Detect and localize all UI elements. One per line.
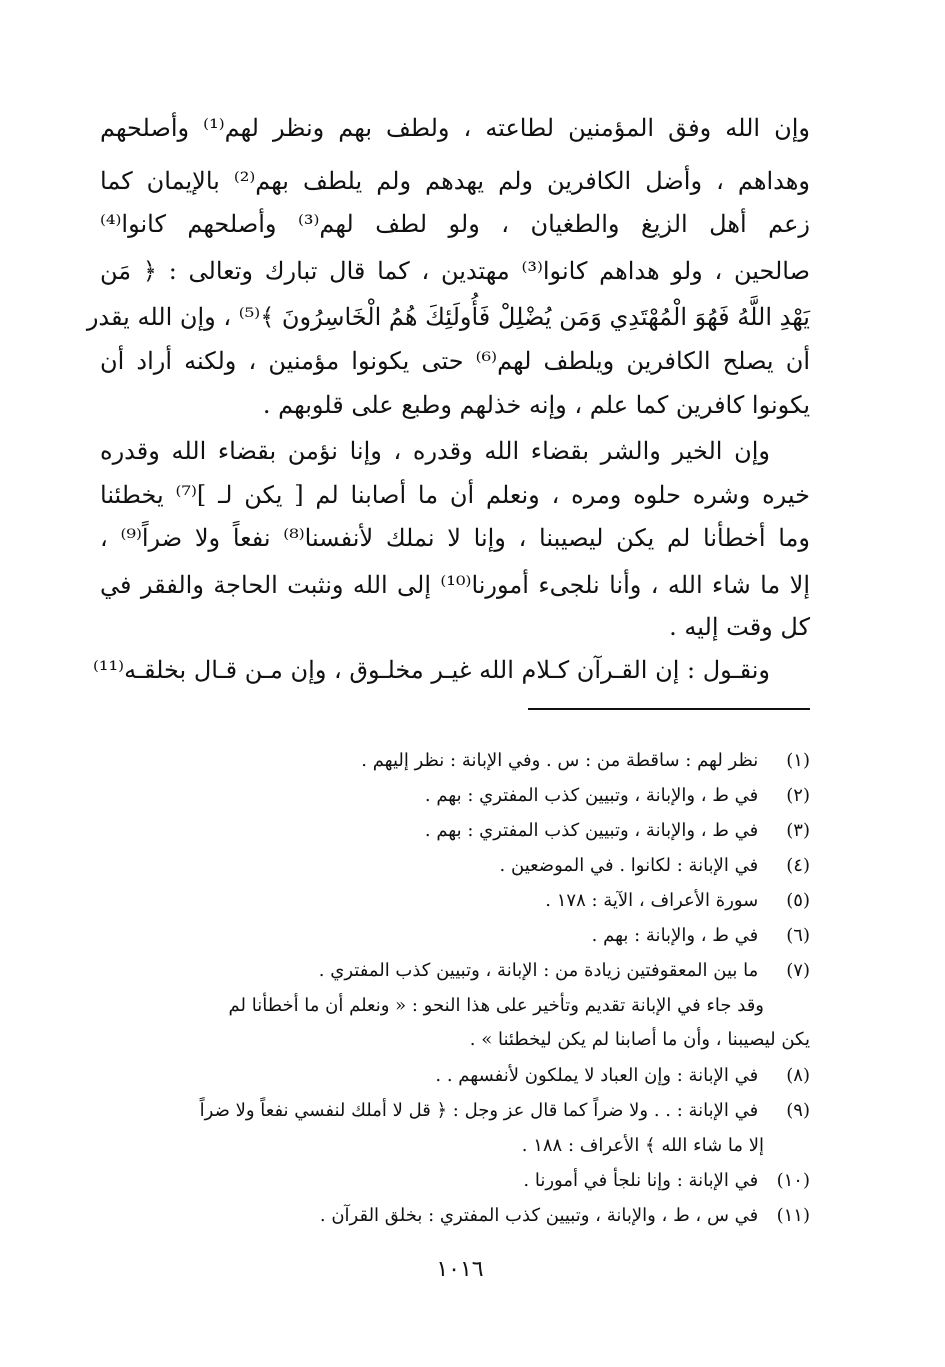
footnote-number: (٢) (786, 785, 810, 806)
body-line: كل وقت إليه . (669, 613, 810, 641)
footnote (95, 918, 810, 953)
footnote-text: في الإبانة : وإن العباد لا يملكون لأنفسهم . . (435, 1065, 759, 1086)
body-line: صالحين ، ولو هداهم كانوا⁽³⁾ مهتدين ، كما قال تبارك وتعالى : ﴿ مَن (100, 257, 810, 285)
body-line: زعم أهل الزيغ والطغيان ، ولو لطف لهم⁽³⁾ وأصلحهم كانوا⁽⁴⁾ (100, 210, 810, 238)
footnote-number: (١١) (776, 1205, 810, 1226)
body-line: وما أخطأنا لم يكن ليصيبنا ، وإنا لا نملك لأنفسنا⁽⁸⁾ نفعاً ولا ضراً⁽⁹⁾ ، (100, 524, 810, 552)
footnote-number: (٥) (786, 890, 810, 911)
footnote-text: ما بين المعقوفتين زيادة من : الإبانة ، وتبيين كذب المفتري . (318, 960, 759, 981)
footnote-text: نظر لهم : ساقطة من : س . وفي الإبانة : نظر إليهم . (361, 750, 759, 771)
footnote-text: في ط ، والإبانة : بهم . (591, 925, 759, 946)
footnote (95, 1198, 810, 1233)
footnote (95, 1093, 810, 1128)
footnote-text: في الإبانة : لكانوا . في الموضعين . (499, 855, 759, 876)
footnote (95, 953, 810, 988)
footnote (95, 778, 810, 813)
quran-verse-line: يَهْدِ اللَّهُ فَهُوَ الْمُهْتَدِي وَمَن يُضْلِلْ فَأُولَئِكَ هُمُ الْخَاسِرُونَ ﴾⁽⁵⁾ ، وإن الله يقدر (86, 303, 810, 331)
footnote-number: (٨) (786, 1065, 810, 1086)
footnote (95, 848, 810, 883)
footnote-text: في س ، ط ، والإبانة ، وتبيين كذب المفتري : بخلق القرآن . (319, 1205, 759, 1226)
body-line: وإن الله وفق المؤمنين لطاعته ، ولطف بهم ونظر لهم⁽¹⁾ وأصلحهم (100, 114, 810, 142)
footnote-text: في ط ، والإبانة ، وتبيين كذب المفتري : بهم . (424, 785, 759, 806)
body-line: إلا ما شاء الله ، وأنا نلجىء أمورنا⁽¹⁰⁾ إلى الله ونثبت الحاجة والفقر في (100, 571, 810, 599)
page-number: ١٠١٦ (436, 1257, 484, 1282)
body-line: وإن الخير والشر بقضاء الله وقدره ، وإنا نؤمن بقضاء الله وقدره (100, 437, 770, 465)
footnote-text: في ط ، والإبانة ، وتبيين كذب المفتري : بهم . (424, 820, 759, 841)
body-line: وهداهم ، وأضل الكافرين ولم يهدهم ولم يلطف بهم⁽²⁾ بالإيمان كما (100, 167, 811, 195)
body-line: يكونوا كافرين كما علم ، وإنه خذلهم وطبع على قلوبهم . (262, 391, 810, 419)
footnote (95, 883, 810, 918)
footnote-number: (٧) (786, 960, 810, 981)
footnote-number: (١٠) (776, 1170, 810, 1191)
footnote-number: (١) (786, 750, 810, 771)
footnote (95, 743, 810, 778)
footnote-number: (٣) (786, 820, 810, 841)
footnote-text: سورة الأعراف ، الآية : ١٧٨ . (545, 890, 759, 911)
footnote-text: في الإبانة : وإنا نلجأ في أمورنا . (523, 1170, 759, 1191)
footnote-divider (528, 708, 810, 710)
body-line: خيره وشره حلوه ومره ، ونعلم أن ما أصابنا لم [ يكن لـ ]⁽⁷⁾ يخطئنا (100, 481, 811, 509)
body-line: أن يصلح الكافرين ويلطف لهم⁽⁶⁾ حتى يكونوا مؤمنين ، ولكنه أراد أن (100, 347, 810, 375)
footnote-number: (٩) (786, 1100, 810, 1121)
footnote-number: (٦) (786, 925, 810, 946)
body-line: ونقـول : إن القـرآن كـلام الله غيـر مخلـوق ، وإن مـن قـال بخلقـه⁽¹¹⁾ (93, 656, 770, 684)
footnote (95, 813, 810, 848)
footnote-continuation: إلا ما شاء الله ﴾ الأعراف : ١٨٨ . (521, 1135, 764, 1156)
footnote-number: (٤) (786, 855, 810, 876)
footnote-continuation: يكن ليصيبنا ، وأن ما أصابنا لم يكن ليخطئنا » . (469, 1029, 810, 1050)
footnote-continuation: وقد جاء في الإبانة تقديم وتأخير على هذا النحو : « ونعلم أن ما أخطأنا لم (228, 995, 764, 1016)
footnote-text: في الإبانة : . . ولا ضراً كما قال عز وجل : ﴿ قل لا أملك لنفسي نفعاً ولا ضراً (199, 1100, 759, 1121)
footnote (95, 1058, 810, 1093)
footnote (95, 1163, 810, 1198)
